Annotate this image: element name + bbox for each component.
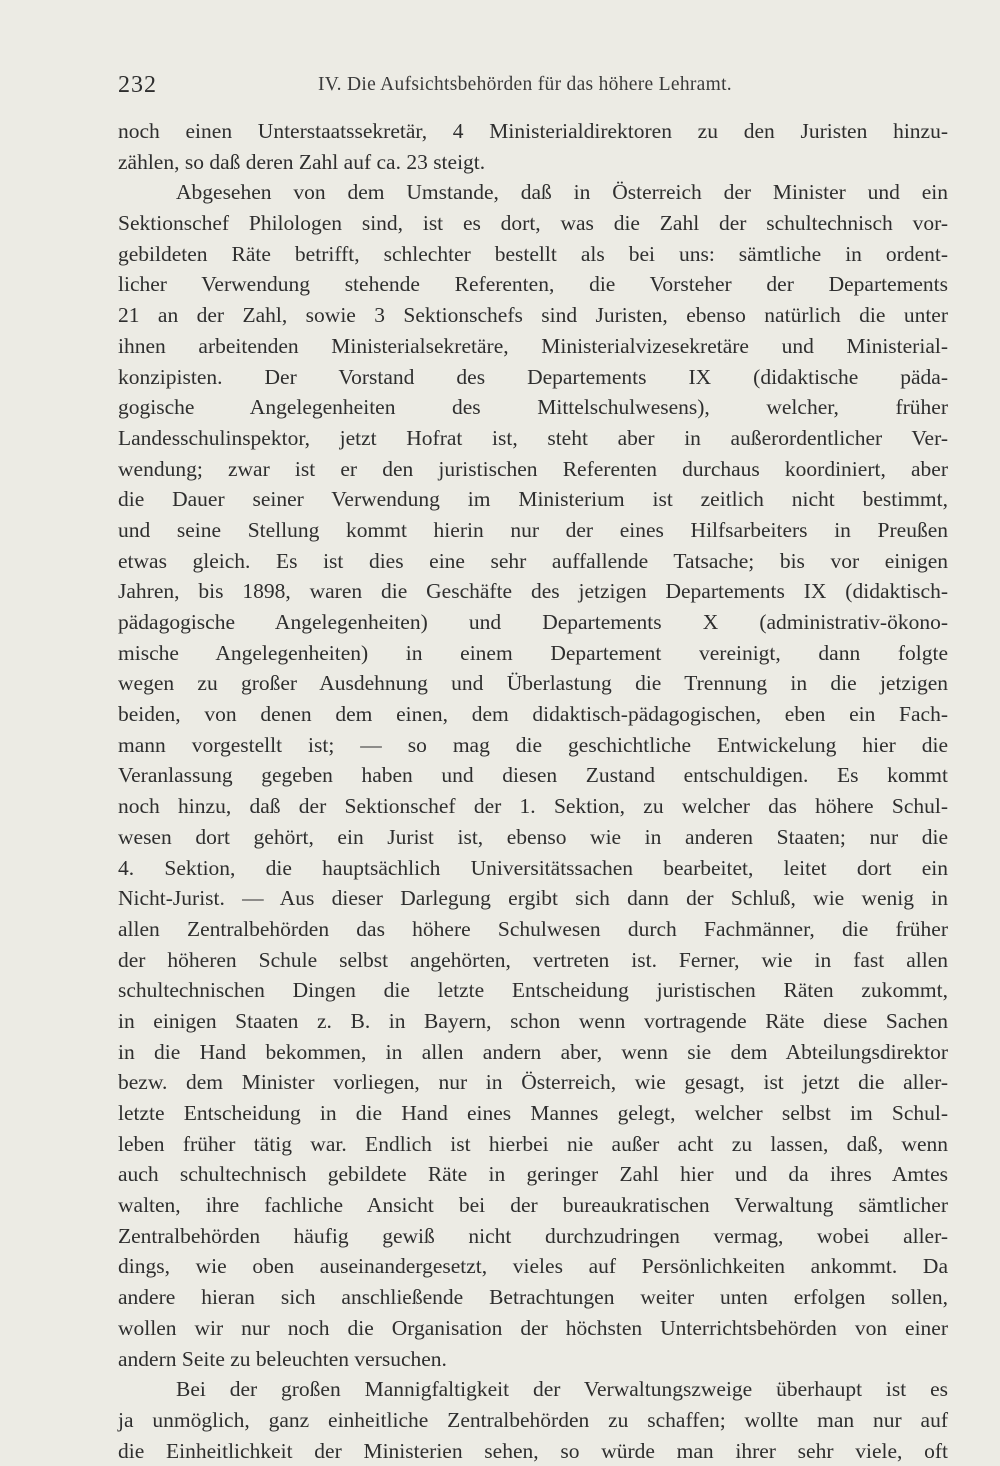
text-line: andern Seite zu beleuchten versuchen.	[118, 1346, 447, 1371]
text-line: pädagogische Angelegenheiten) und Departements X (administrativ-ökono-	[118, 610, 948, 634]
text-line: Landesschulinspektor, jetzt Hofrat ist, steht aber in außerordentlicher Ver-	[118, 425, 948, 450]
text-line: beiden, von denen dem einen, dem didaktisch-pädagogischen, eben ein Fach-	[118, 702, 948, 727]
text-line: der höheren Schule selbst angehörten, vertreten ist. Ferner, wie in fast allen	[118, 947, 948, 972]
text-line: wesen dort gehört, ein Jurist ist, ebenso wie in anderen Staaten; nur die	[118, 824, 948, 849]
text-line: Zentralbehörden häufig gewiß nicht durchzudringen vermag, wobei aller-	[118, 1223, 948, 1248]
text-line: walten, ihre fachliche Ansicht bei der bureaukratischen Verwaltung sämtlicher	[118, 1193, 948, 1218]
text-line: Bei der großen Mannigfaltigkeit der Verwaltungszweige überhaupt ist es	[176, 1377, 948, 1402]
text-line: und seine Stellung kommt hierin nur der eines Hilfsarbeiters in Preußen	[118, 517, 948, 542]
text-line: leben früher tätig war. Endlich ist hierbei nie außer acht zu lassen, daß, wenn	[118, 1131, 948, 1156]
text-line: noch einen Unterstaatssekretär, 4 Ministerialdirektoren zu den Juristen hinzu-	[118, 119, 948, 143]
text-line: in die Hand bekommen, in allen andern aber, wenn sie dem Abteilungsdirektor	[118, 1039, 948, 1064]
text-line: Abgesehen von dem Umstande, daß in Österreich der Minister und ein	[176, 180, 948, 205]
text-line: Sektionschef Philologen sind, ist es dort, was die Zahl der schultechnisch vor-	[118, 211, 948, 236]
text-line: andere hieran sich anschließende Betrachtungen weiter unten erfolgen sollen,	[118, 1285, 948, 1310]
text-line: Jahren, bis 1898, waren die Geschäfte des jetzigen Departements IX (didaktisch-	[118, 579, 948, 604]
text-line: dings, wie oben auseinandergesetzt, vieles auf Persönlichkeiten ankommt. Da	[118, 1254, 948, 1279]
text-line: bezw. dem Minister vorliegen, nur in Österreich, wie gesagt, ist jetzt die aller-	[118, 1070, 948, 1095]
page-header	[118, 70, 948, 106]
text-line: noch hinzu, daß der Sektionschef der 1. Sektion, zu welcher das höhere Schul-	[118, 794, 948, 819]
text-line: ja unmöglich, ganz einheitliche Zentralbehörden zu schaffen; wollte man nur auf	[118, 1407, 948, 1432]
text-line: wollen wir nur noch die Organisation der höchsten Unterrichtsbehörden von einer	[118, 1315, 948, 1340]
text-line: Veranlassung gegeben haben und diesen Zustand entschuldigen. Es kommt	[118, 763, 948, 788]
text-line: allen Zentralbehörden das höhere Schulwesen durch Fachmänner, die früher	[118, 916, 948, 941]
running-head: IV. Die Aufsichtsbehörden für das höhere Lehramt.	[318, 74, 732, 95]
page-number: 232	[118, 72, 157, 98]
text-line: 21 an der Zahl, sowie 3 Sektionschefs sind Juristen, ebenso natürlich die unter	[118, 303, 948, 328]
text-line: die Dauer seiner Verwendung im Ministerium ist zeitlich nicht bestimmt,	[118, 487, 948, 512]
text-line: auch schultechnisch gebildete Räte in geringer Zahl hier und da ihres Amtes	[118, 1162, 948, 1187]
text-line: licher Verwendung stehende Referenten, die Vorsteher der Departements	[118, 272, 948, 297]
text-line: gebildeten Räte betrifft, schlechter bestellt als bei uns: sämtliche in ordent-	[118, 241, 948, 266]
text-line: gogische Angelegenheiten des Mittelschulwesens), welcher, früher	[118, 395, 948, 420]
text-line: schultechnischen Dingen die letzte Entscheidung juristischen Räten zukommt,	[118, 978, 948, 1003]
text-line: zählen, so daß deren Zahl auf ca. 23 steigt.	[118, 149, 486, 174]
text-line: in einigen Staaten z. B. in Bayern, schon wenn vortragende Räte diese Sachen	[118, 1008, 948, 1033]
text-line: wendung; zwar ist er den juristischen Referenten durchaus koordiniert, aber	[118, 456, 948, 481]
text-line: mische Angelegenheiten) in einem Departement vereinigt, dann folgte	[118, 640, 948, 665]
text-line: mann vorgestellt ist; — so mag die geschichtliche Entwickelung hier die	[118, 732, 948, 757]
text-line: 4. Sektion, die hauptsächlich Universitätssachen bearbeitet, leitet dort ein	[118, 855, 948, 880]
text-line: letzte Entscheidung in die Hand eines Mannes gelegt, welcher selbst im Schul-	[118, 1101, 948, 1125]
text-line: ihnen arbeitenden Ministerialsekretäre, Ministerialvizesekretäre und Ministerial-	[118, 333, 948, 358]
text-line: etwas gleich. Es ist dies eine sehr auffallende Tatsache; bis vor einigen	[118, 548, 948, 573]
text-line: konzipisten. Der Vorstand des Departements IX (didaktische päda-	[118, 364, 948, 389]
body-text	[118, 116, 948, 1466]
text-line: wegen zu großer Ausdehnung und Überlastung die Trennung in die jetzigen	[118, 671, 948, 696]
text-line: Nicht-Jurist. — Aus dieser Darlegung ergibt sich dann der Schluß, wie wenig in	[118, 886, 948, 911]
text-line: die Einheitlichkeit der Ministerien sehen, so würde man ihrer sehr viele, oft	[118, 1438, 948, 1463]
